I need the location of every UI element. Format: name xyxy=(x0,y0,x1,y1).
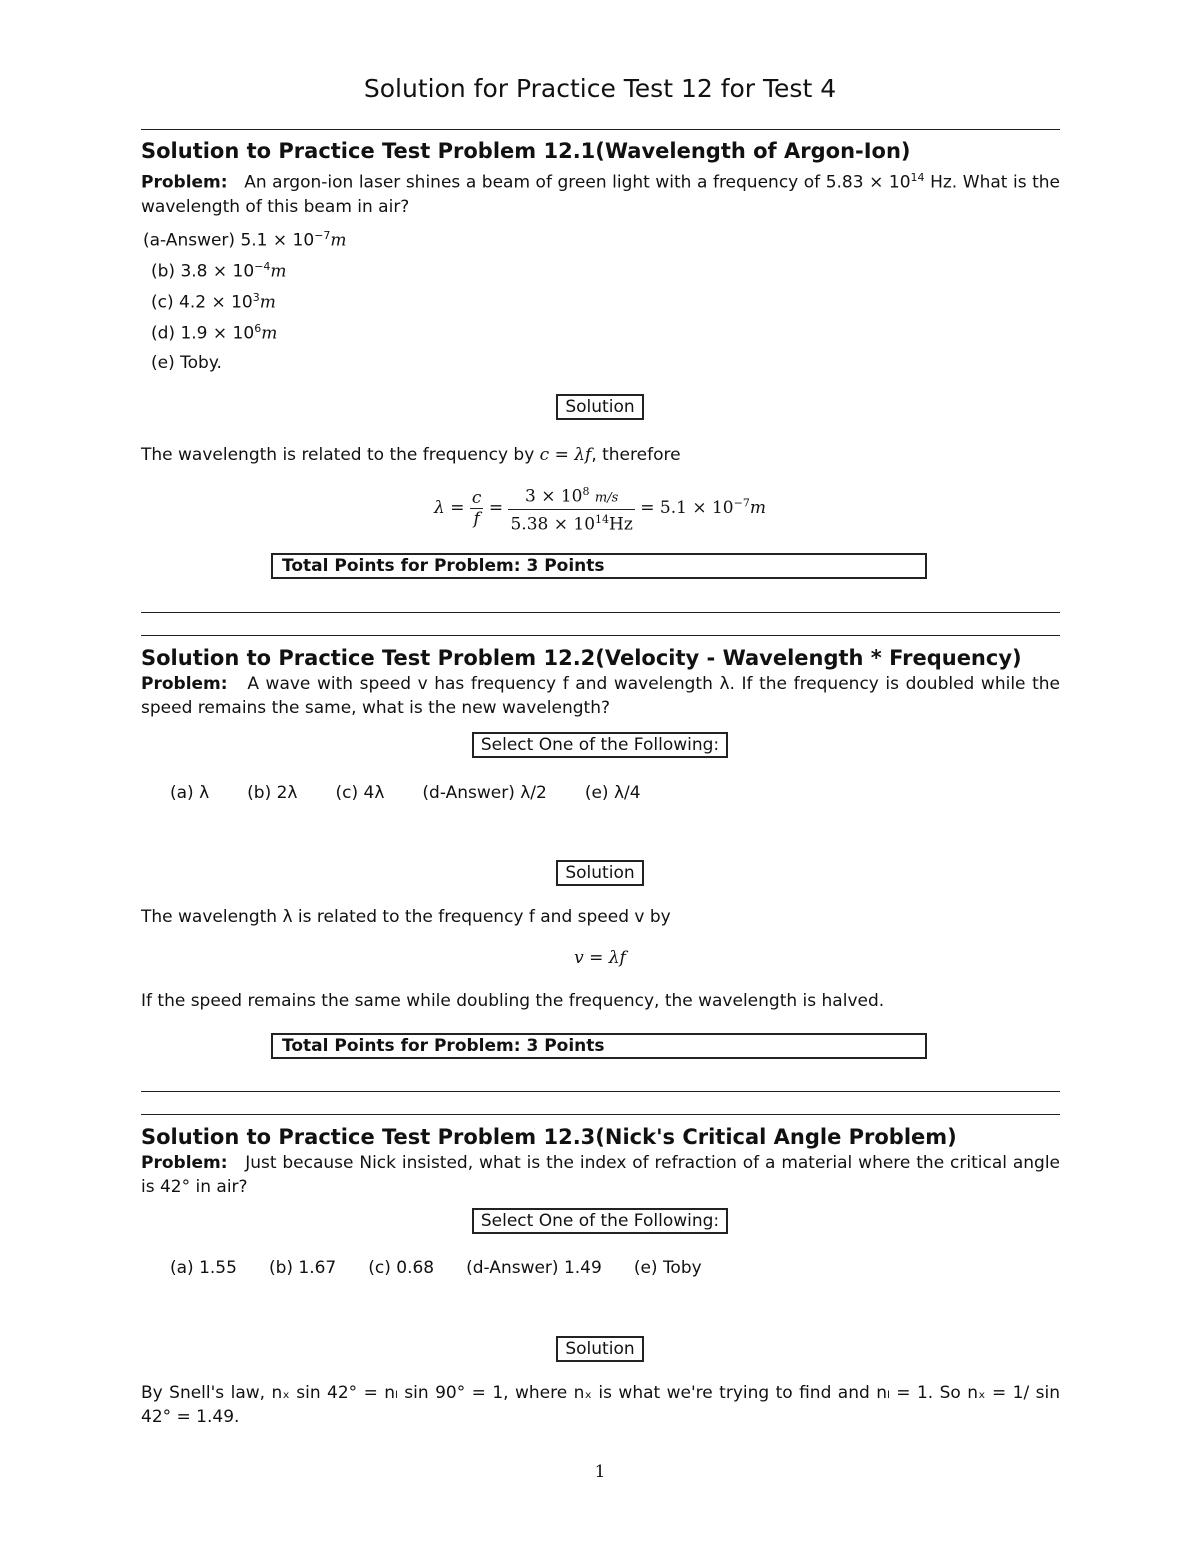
num-exp: 8 xyxy=(582,485,590,498)
problem-2-statement xyxy=(141,672,1060,720)
option-a: (a) 1.55 xyxy=(170,1258,237,1278)
fraction-denominator: f xyxy=(473,508,480,529)
solution-label: Solution xyxy=(556,1336,643,1362)
option-c xyxy=(151,291,276,313)
problem-label: Problem: xyxy=(141,674,228,694)
eq-fraction-c-over-f xyxy=(470,488,484,529)
problem-1-statement xyxy=(141,166,1060,219)
solution-label-wrap xyxy=(0,397,1200,417)
option-b: (b) 2λ xyxy=(247,783,298,803)
section-divider xyxy=(141,1114,1060,1115)
num-unit: m/s xyxy=(594,490,619,506)
option-text: (d) 1.9 × 10 xyxy=(151,323,255,344)
den-exp: 14 xyxy=(595,512,610,526)
problem-2-options xyxy=(170,783,641,803)
problem-label: Problem: xyxy=(141,1153,228,1173)
fraction-numerator xyxy=(508,482,634,510)
problem-1-heading: Solution to Practice Test Problem 12.1(Wavelength of Argon-Ion) xyxy=(141,139,911,163)
solution-label-wrap xyxy=(0,863,1200,883)
problem-1-text-exp: 14 xyxy=(910,171,925,184)
eq-result-exp: −7 xyxy=(733,496,750,510)
page-title: Solution for Practice Test 12 for Test 4 xyxy=(363,74,837,103)
option-unit: m xyxy=(330,230,347,251)
solution-label-wrap xyxy=(0,1339,1200,1359)
page-number: 1 xyxy=(594,1462,606,1482)
option-b xyxy=(151,260,287,282)
option-c: (c) 0.68 xyxy=(368,1258,435,1278)
points-box: Total Points for Problem: 3 Points xyxy=(271,553,927,579)
solution-label: Solution xyxy=(556,394,643,420)
section-divider xyxy=(141,612,1060,613)
section-divider xyxy=(141,129,1060,130)
eq-result: = 5.1 × 10 xyxy=(640,498,734,519)
select-label: Select One of the Following: xyxy=(472,732,728,758)
option-c: (c) 4λ xyxy=(335,783,385,803)
solution-label: Solution xyxy=(556,860,643,886)
problem-1-equation xyxy=(0,482,1200,534)
fraction-denominator xyxy=(508,510,634,535)
option-text: (e) Toby. xyxy=(151,353,222,373)
eq-result-unit: m xyxy=(749,498,766,519)
problem-3-solution-text: By Snell's law, nₓ sin 42° = nₗ sin 90° = 1, where nₓ is what we're trying to find and nₗ = 1. So nₓ = 1/ sin 42° = 1.49. xyxy=(141,1383,1060,1427)
den-base: 5.38 × 10 xyxy=(510,514,596,535)
option-exp: 6 xyxy=(254,322,262,335)
option-d: (d-Answer) 1.49 xyxy=(466,1258,602,1278)
solution-text-b: , therefore xyxy=(591,445,681,465)
solution-text-a: The wavelength is related to the frequency by xyxy=(141,445,540,465)
option-unit: m xyxy=(261,323,278,344)
option-exp: −4 xyxy=(254,260,271,273)
option-text: (c) 4.2 × 10 xyxy=(151,292,253,313)
eq-sign: = xyxy=(488,498,504,519)
option-e: (e) Toby xyxy=(633,1258,702,1278)
option-a: (a) λ xyxy=(170,783,210,803)
option-unit: m xyxy=(270,261,287,282)
inline-equation: c = λf xyxy=(539,445,592,465)
problem-3-statement xyxy=(141,1151,1060,1199)
option-d: (d-Answer) λ/2 xyxy=(422,783,547,803)
problem-3-heading: Solution to Practice Test Problem 12.3(Nick's Critical Angle Problem) xyxy=(141,1125,957,1149)
den-unit: Hz xyxy=(609,514,633,535)
option-unit: m xyxy=(259,292,276,313)
fraction-numerator: c xyxy=(471,487,482,508)
option-d xyxy=(151,322,277,344)
eq-fraction-values xyxy=(508,482,634,534)
option-exp: −7 xyxy=(314,229,331,242)
option-text: (a-Answer) 5.1 × 10 xyxy=(143,230,315,251)
option-b: (b) 1.67 xyxy=(268,1258,337,1278)
option-exp: 3 xyxy=(252,291,260,304)
problem-1-text-a: An argon-ion laser shines a beam of green light with a frequency of 5.83 × 10 xyxy=(244,172,911,193)
problem-2-text: A wave with speed v has frequency f and wavelength λ. If the frequency is doubled while the speed remains the same, what is the new wavelength? xyxy=(141,674,1060,718)
section-divider xyxy=(141,1091,1060,1092)
problem-3-options xyxy=(170,1258,702,1278)
select-label-wrap xyxy=(0,735,1200,755)
problem-1-solution-text xyxy=(141,443,1060,467)
option-a xyxy=(143,229,347,251)
problem-2-conclusion: If the speed remains the same while doubling the frequency, the wavelength is halved. xyxy=(141,991,885,1011)
problem-1-text-b: Hz. What is the wavelength of this beam in air? xyxy=(141,172,1061,217)
select-label-wrap xyxy=(0,1211,1200,1231)
points-box: Total Points for Problem: 3 Points xyxy=(271,1033,927,1059)
problem-2-equation: v = λf xyxy=(574,948,626,968)
section-divider xyxy=(141,635,1060,636)
eq-lhs: λ = xyxy=(434,498,465,519)
option-text: (b) 3.8 × 10 xyxy=(151,261,255,282)
option-e xyxy=(151,353,222,373)
problem-2-solution-text: The wavelength λ is related to the frequency f and speed v by xyxy=(141,907,671,927)
problem-label: Problem: xyxy=(141,172,228,193)
select-label: Select One of the Following: xyxy=(472,1208,728,1234)
problem-2-heading: Solution to Practice Test Problem 12.2(Velocity - Wavelength * Frequency) xyxy=(141,646,1022,670)
option-e: (e) λ/4 xyxy=(584,783,641,803)
problem-3-text: Just because Nick insisted, what is the index of refraction of a material where the critical angle is 42° in air? xyxy=(141,1153,1060,1197)
num-base: 3 × 10 xyxy=(525,486,583,507)
